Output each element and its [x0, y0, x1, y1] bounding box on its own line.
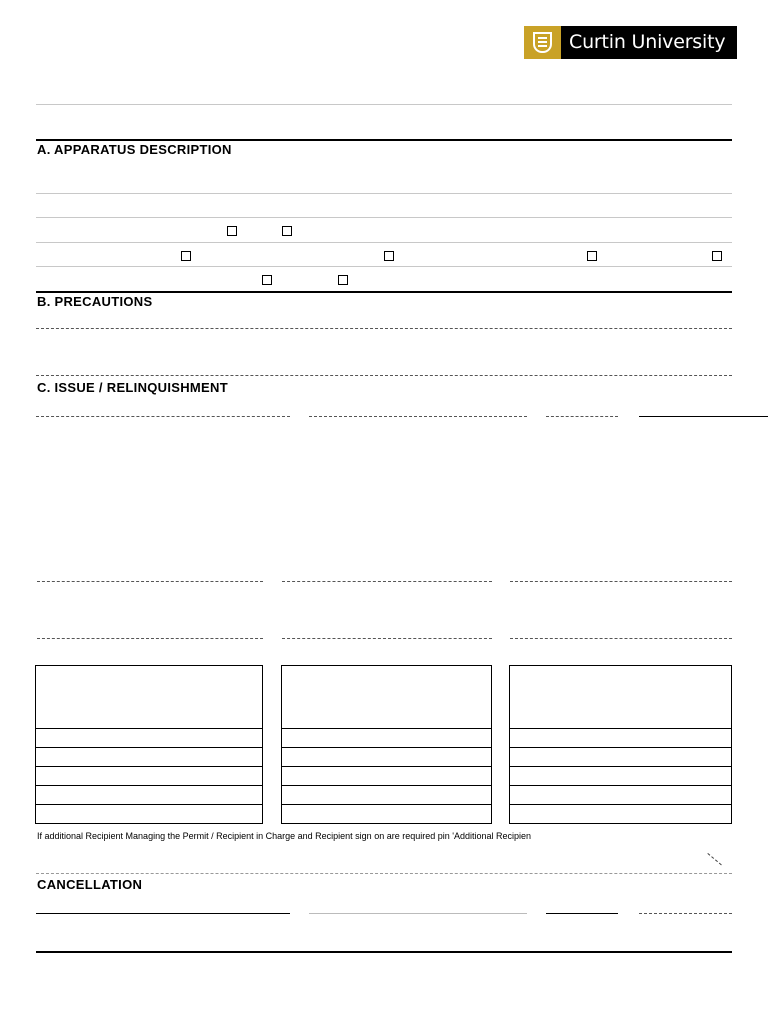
sign-on-row[interactable]	[510, 785, 731, 804]
additional-recipient-note: If additional Recipient Managing the Permit / Recipient in Charge and Recipient sign on are required pin 'Additional Recipien	[37, 831, 532, 841]
section-a-heading: A. APPARATUS DESCRIPTION	[37, 142, 232, 157]
sign-on-row[interactable]	[282, 766, 491, 785]
checkbox[interactable]	[227, 226, 237, 236]
sign-on-row[interactable]	[510, 728, 731, 747]
sign-on-row[interactable]	[36, 785, 262, 804]
recipient-line[interactable]	[282, 581, 492, 582]
checkbox[interactable]	[282, 226, 292, 236]
checkbox[interactable]	[262, 275, 272, 285]
sign-on-row[interactable]	[282, 747, 491, 766]
checkbox[interactable]	[181, 251, 191, 261]
header-divider	[36, 104, 732, 105]
precautions-line[interactable]	[36, 375, 732, 376]
logo-text: Curtin University	[561, 26, 737, 59]
sign-on-row[interactable]	[36, 728, 262, 747]
issue-signature-line[interactable]	[309, 416, 527, 417]
section-b-rule	[36, 291, 732, 293]
sign-on-box	[35, 665, 263, 824]
sign-on-row[interactable]	[36, 804, 262, 823]
issue-time-line[interactable]	[639, 416, 768, 417]
cancellation-heading: CANCELLATION	[37, 877, 143, 892]
cancel-date-line[interactable]	[546, 913, 618, 914]
sign-on-box	[509, 665, 732, 824]
recipient-line[interactable]	[37, 638, 263, 639]
checkbox[interactable]	[587, 251, 597, 261]
sign-on-row[interactable]	[510, 804, 731, 823]
cancellation-divider	[36, 873, 732, 874]
recipient-line[interactable]	[282, 638, 492, 639]
cancel-time-line[interactable]	[639, 913, 732, 914]
sign-on-row[interactable]	[282, 785, 491, 804]
issue-date-line[interactable]	[546, 416, 618, 417]
recipient-line[interactable]	[510, 581, 732, 582]
sign-on-row[interactable]	[510, 747, 731, 766]
section-c-heading: C. ISSUE / RELINQUISHMENT	[37, 380, 228, 395]
field-line	[36, 242, 732, 243]
section-a-rule	[36, 139, 732, 141]
cancel-name-line[interactable]	[36, 913, 290, 914]
checkbox[interactable]	[338, 275, 348, 285]
checkbox[interactable]	[712, 251, 722, 261]
sign-on-row[interactable]	[282, 804, 491, 823]
recipient-line[interactable]	[510, 638, 732, 639]
decorative-dash	[707, 853, 721, 865]
sign-on-box	[281, 665, 492, 824]
field-line	[36, 217, 732, 218]
recipient-line[interactable]	[37, 581, 263, 582]
sign-on-row[interactable]	[282, 728, 491, 747]
crest-icon	[524, 26, 561, 59]
field-line	[36, 193, 732, 194]
sign-on-row[interactable]	[510, 766, 731, 785]
field-line	[36, 266, 732, 267]
checkbox[interactable]	[384, 251, 394, 261]
bottom-rule	[36, 951, 732, 953]
curtin-university-logo	[524, 26, 737, 59]
issue-name-line[interactable]	[36, 416, 290, 417]
section-b-heading: B. PRECAUTIONS	[37, 294, 153, 309]
cancel-signature-line[interactable]	[309, 913, 527, 914]
sign-on-row[interactable]	[36, 747, 262, 766]
sign-on-row[interactable]	[36, 766, 262, 785]
precautions-line[interactable]	[36, 328, 732, 329]
